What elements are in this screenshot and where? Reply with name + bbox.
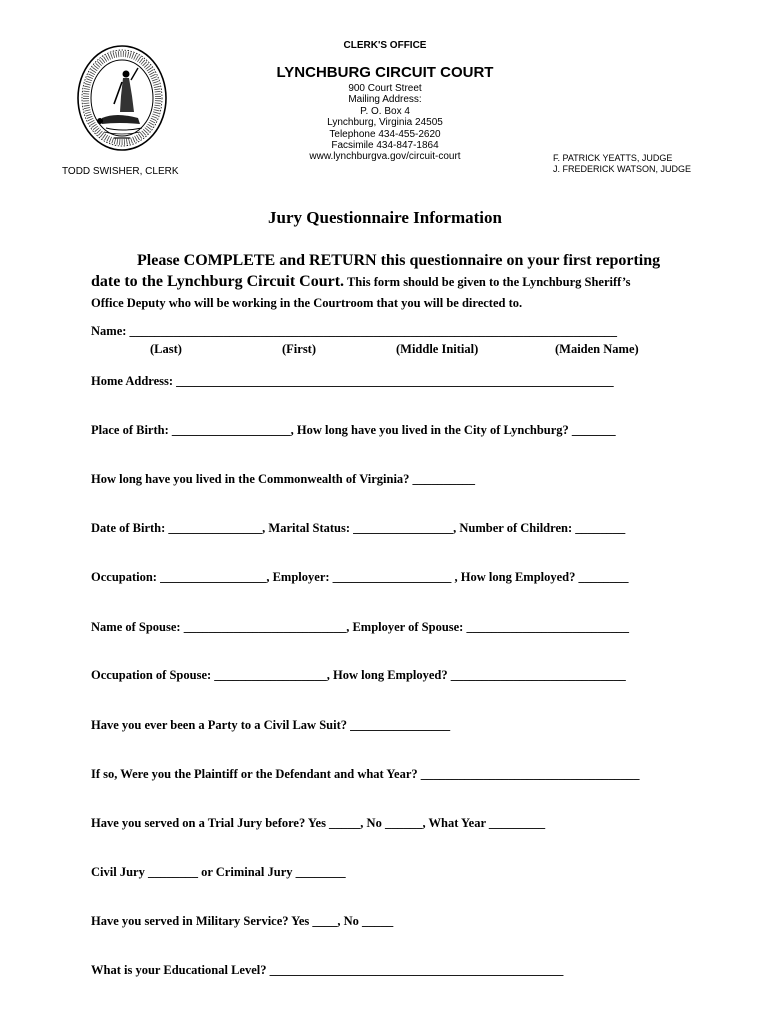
trial-jury-field[interactable]: Have you served on a Trial Jury before? Yes _____, No ______, What Year _________ [91,816,546,830]
form-title: Jury Questionnaire Information [268,208,502,227]
home-address-field[interactable]: Home Address: ______________________________________________________________________ [91,374,614,388]
address-line: Mailing Address: [348,94,422,106]
place-of-birth-field[interactable]: Place of Birth: ___________________, How long have you lived in the City of Lynchburg? _______ [91,423,616,437]
judge-name: F. PATRICK YEATTS, JUDGE [553,153,673,163]
name-sublabels [0,342,770,358]
sublabel-middle-initial: (Middle Initial) [396,342,479,356]
civil-law-suit-field[interactable]: Have you ever been a Party to a Civil Law Suit? ________________ [91,718,451,732]
form-instructions [91,250,721,314]
judges-list [553,153,691,175]
instructions-line: Office Deputy who will be working in the Courtroom that you will be directed to. [91,296,523,310]
address-line: P. O. Box 4 [360,105,410,117]
instructions-line [91,271,721,293]
jury-type-field[interactable]: Civil Jury ________ or Criminal Jury ________ [91,865,346,879]
sublabel-maiden-name: (Maiden Name) [555,342,639,356]
date-of-birth-field[interactable]: Date of Birth: _______________, Marital Status: ________________, Number of Children: ________ [91,521,626,535]
plaintiff-defendant-field[interactable]: If so, Were you the Plaintiff or the Defendant and what Year? ___________________________________ [91,767,640,781]
instructions-line: Please COMPLETE and RETURN this questionnaire on your first reporting [137,252,661,269]
address-line: Facsimile 434-847-1864 [331,140,439,152]
sublabel-first: (First) [282,342,317,356]
clerks-office-heading: CLERK'S OFFICE [343,40,427,51]
spouse-name-field[interactable]: Name of Spouse: __________________________, Employer of Spouse: __________________________ [91,620,629,634]
instructions-note: This form should be given to the Lynchburg Sheriff’s [344,275,631,289]
court-name: LYNCHBURG CIRCUIT COURT [276,64,494,81]
occupation-field[interactable]: Occupation: _________________, Employer: ___________________ , How long Employed? ________ [91,570,629,584]
years-in-virginia-field[interactable]: How long have you lived in the Commonwealth of Virginia? __________ [91,472,476,486]
sublabel-last: (Last) [150,342,182,356]
address-line: Lynchburg, Virginia 24505 [327,117,443,129]
virginia-seal-icon [76,44,168,152]
spouse-occupation-field[interactable]: Occupation of Spouse: __________________, How long Employed? ____________________________ [91,668,626,682]
education-level-field[interactable]: What is your Educational Level? _______________________________________________ [91,963,564,977]
address-line: Telephone 434-455-2620 [329,128,441,140]
clerk-name: TODD SWISHER, CLERK [62,166,179,177]
name-field[interactable]: Name: ______________________________________________________________________________ [91,324,618,338]
military-service-field[interactable]: Have you served in Military Service? Yes ____, No _____ [91,914,394,928]
judge-name: J. FREDERICK WATSON, JUDGE [553,164,692,174]
address-line: 900 Court Street [348,83,422,94]
court-website: www.lynchburgva.gov/circuit-court [309,151,461,163]
instructions-emphasis: date to the Lynchburg Circuit Court. [91,273,345,290]
